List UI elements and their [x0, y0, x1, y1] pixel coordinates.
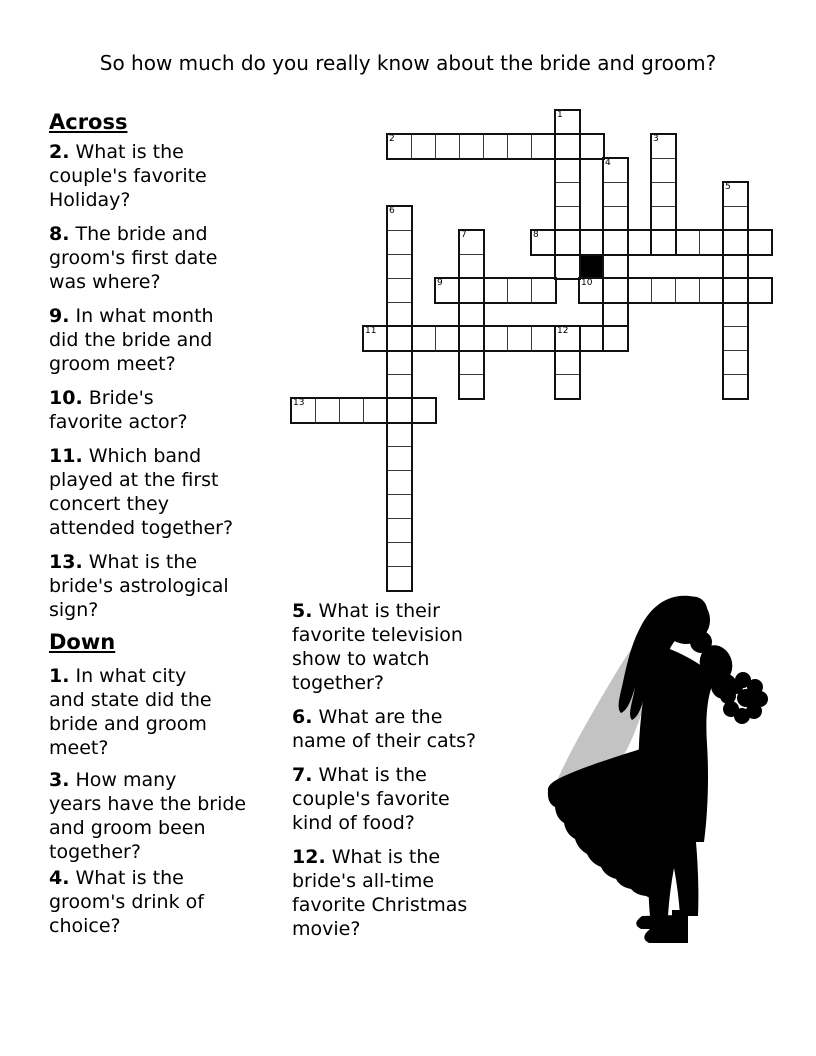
grid-cell[interactable]: [531, 326, 556, 351]
clue-down-1: 1. In what city and state did the bride and groom meet?: [49, 665, 212, 759]
clue-number: 10.: [49, 387, 83, 409]
grid-cell[interactable]: [651, 230, 676, 255]
grid-cell[interactable]: [435, 278, 460, 303]
clue-down-4: 4. What is the groom's drink of choice?: [49, 867, 204, 937]
clue-number: 11.: [49, 445, 83, 467]
grid-cell[interactable]: [483, 326, 508, 351]
clue-across-8: 8. The bride and groom's first date was where?: [49, 223, 218, 293]
clue-down-6: 6. What are the name of their cats?: [292, 706, 477, 752]
grid-cell[interactable]: [555, 326, 580, 351]
cell-number-13: 13: [293, 398, 305, 408]
clue-number: 5.: [292, 600, 313, 622]
grid-cell[interactable]: [459, 230, 484, 255]
clue-number: 2.: [49, 141, 70, 163]
clue-number: 12.: [292, 846, 326, 868]
grid-cell[interactable]: [747, 278, 772, 303]
cell-number-3: 3: [653, 134, 659, 144]
grid-cell[interactable]: [723, 182, 748, 207]
grid-cell[interactable]: [291, 398, 316, 423]
grid-cell[interactable]: [579, 230, 604, 255]
cell-number-5: 5: [725, 182, 731, 192]
grid-cell[interactable]: [387, 398, 412, 423]
grid-cell[interactable]: [387, 326, 412, 351]
grid-cell[interactable]: [531, 134, 556, 159]
grid-cell[interactable]: [723, 206, 748, 231]
grid-cell[interactable]: [555, 182, 580, 207]
grid-cell[interactable]: [387, 542, 412, 567]
grid-cell[interactable]: [603, 254, 628, 279]
grid-cell[interactable]: [723, 254, 748, 279]
grid-cell[interactable]: [435, 326, 460, 351]
grid-cell[interactable]: [411, 398, 436, 423]
grid-cell[interactable]: [555, 206, 580, 231]
grid-cell[interactable]: [411, 326, 436, 351]
grid-cell[interactable]: [723, 350, 748, 375]
grid-cell[interactable]: [579, 278, 604, 303]
grid-cell[interactable]: [723, 278, 748, 303]
grid-cell[interactable]: [387, 254, 412, 279]
clue-across-2: 2. What is the couple's favorite Holiday?: [49, 141, 207, 211]
cell-number-1: 1: [557, 110, 563, 120]
grid-cell[interactable]: [363, 398, 388, 423]
cell-number-10: 10: [581, 278, 593, 288]
clue-number: 6.: [292, 706, 313, 728]
grid-cell[interactable]: [651, 182, 676, 207]
clue-down-5: 5. What is their favorite television show to watch together?: [292, 600, 463, 694]
grid-cell[interactable]: [387, 374, 412, 399]
shoe-upper: [636, 915, 680, 929]
grid-cell[interactable]: [627, 230, 652, 255]
clue-across-10: 10. Bride's favorite actor?: [49, 387, 188, 433]
grid-cell[interactable]: [387, 518, 412, 543]
grid-cell[interactable]: [603, 326, 628, 351]
shoe-lower: [644, 929, 688, 943]
grid-cell[interactable]: [387, 494, 412, 519]
grid-cell[interactable]: [507, 278, 532, 303]
grid-cell[interactable]: [507, 134, 532, 159]
grid-cell[interactable]: [507, 326, 532, 351]
clue-across-13: 13. What is the bride's astrological sign?: [49, 551, 229, 621]
grid-cell[interactable]: [411, 134, 436, 159]
cell-number-12: 12: [557, 326, 569, 336]
clue-down-7: 7. What is the couple's favorite kind of food?: [292, 764, 450, 834]
grid-cell[interactable]: [603, 206, 628, 231]
grid-cell[interactable]: [651, 278, 676, 303]
grid-cell[interactable]: [579, 134, 604, 159]
clue-number: 9.: [49, 305, 70, 327]
grid-cell[interactable]: [387, 566, 412, 591]
grid-cell[interactable]: [555, 350, 580, 375]
grid-cell[interactable]: [387, 446, 412, 471]
clue-down-3: 3. How many years have the bride and groom been together?: [49, 769, 247, 863]
grid-cell[interactable]: [603, 182, 628, 207]
bride-groom-silhouette: [538, 588, 780, 968]
grid-cell[interactable]: [339, 398, 364, 423]
grid-cell[interactable]: [459, 326, 484, 351]
grid-cell[interactable]: [483, 278, 508, 303]
grid-cell[interactable]: [387, 470, 412, 495]
grid-cell[interactable]: [699, 230, 724, 255]
grid-cell[interactable]: [531, 230, 556, 255]
across-heading: Across: [49, 110, 128, 134]
grid-cell[interactable]: [723, 230, 748, 255]
grid-cell[interactable]: [387, 206, 412, 231]
grid-cell[interactable]: [603, 278, 628, 303]
cell-number-7: 7: [461, 230, 467, 240]
clue-number: 4.: [49, 867, 70, 889]
clue-number: 8.: [49, 223, 70, 245]
grid-cell[interactable]: [483, 134, 508, 159]
grid-cell[interactable]: [651, 158, 676, 183]
grid-cell[interactable]: [675, 278, 700, 303]
cell-number-6: 6: [389, 206, 395, 216]
clue-down-12: 12. What is the bride's all-time favorite Christmas movie?: [292, 846, 468, 940]
grid-cell[interactable]: [555, 158, 580, 183]
grid-cell[interactable]: [651, 134, 676, 159]
cell-number-8: 8: [533, 230, 539, 240]
grid-cell[interactable]: [627, 278, 652, 303]
grid-cell[interactable]: [459, 350, 484, 375]
grid-cell[interactable]: [603, 158, 628, 183]
cell-number-2: 2: [389, 134, 395, 144]
grid-cell[interactable]: [723, 326, 748, 351]
down-heading: Down: [49, 630, 116, 654]
clue-across-9: 9. In what month did the bride and groom meet?: [49, 305, 214, 375]
grid-cell[interactable]: [651, 206, 676, 231]
grid-cell[interactable]: [459, 254, 484, 279]
grid-cell[interactable]: [387, 302, 412, 327]
clue-across-11: 11. Which band played at the first concert they attended together?: [49, 445, 234, 539]
grid-cell[interactable]: [603, 230, 628, 255]
grid-cell[interactable]: [387, 350, 412, 375]
cell-number-9: 9: [437, 278, 443, 288]
grid-cell[interactable]: [555, 110, 580, 135]
grid-cell[interactable]: [747, 230, 772, 255]
grid-cell[interactable]: [579, 326, 604, 351]
cell-number-11: 11: [365, 326, 377, 336]
grid-cell[interactable]: [723, 374, 748, 399]
grid-cell[interactable]: [459, 278, 484, 303]
grid-cell[interactable]: [387, 422, 412, 447]
grid-cell[interactable]: [315, 398, 340, 423]
grid-cell[interactable]: [387, 278, 412, 303]
grid-cell[interactable]: [675, 230, 700, 255]
grid-cell[interactable]: [555, 230, 580, 255]
kissing-faces: [690, 631, 712, 653]
grid-cell[interactable]: [435, 134, 460, 159]
grid-cell[interactable]: [363, 326, 388, 351]
grid-cell[interactable]: [387, 230, 412, 255]
grid-cell[interactable]: [555, 254, 580, 279]
clue-number: 1.: [49, 665, 70, 687]
clue-number: 3.: [49, 769, 70, 791]
grid-cell[interactable]: [555, 374, 580, 399]
clue-number: 13.: [49, 551, 83, 573]
grid-cell[interactable]: [459, 374, 484, 399]
page-title: So how much do you really know about the bride and groom?: [99, 51, 717, 75]
grid-cell[interactable]: [459, 134, 484, 159]
clue-number: 7.: [292, 764, 313, 786]
grid-cell[interactable]: [603, 302, 628, 327]
grid-cell[interactable]: [555, 134, 580, 159]
grid-cell[interactable]: [459, 302, 484, 327]
grid-cell[interactable]: [699, 278, 724, 303]
grid-cell[interactable]: [723, 302, 748, 327]
grid-cell[interactable]: [531, 278, 556, 303]
black-cell: [579, 254, 604, 279]
cell-number-4: 4: [605, 158, 611, 168]
groom-legs: [649, 842, 699, 916]
grid-cell[interactable]: [387, 134, 412, 159]
